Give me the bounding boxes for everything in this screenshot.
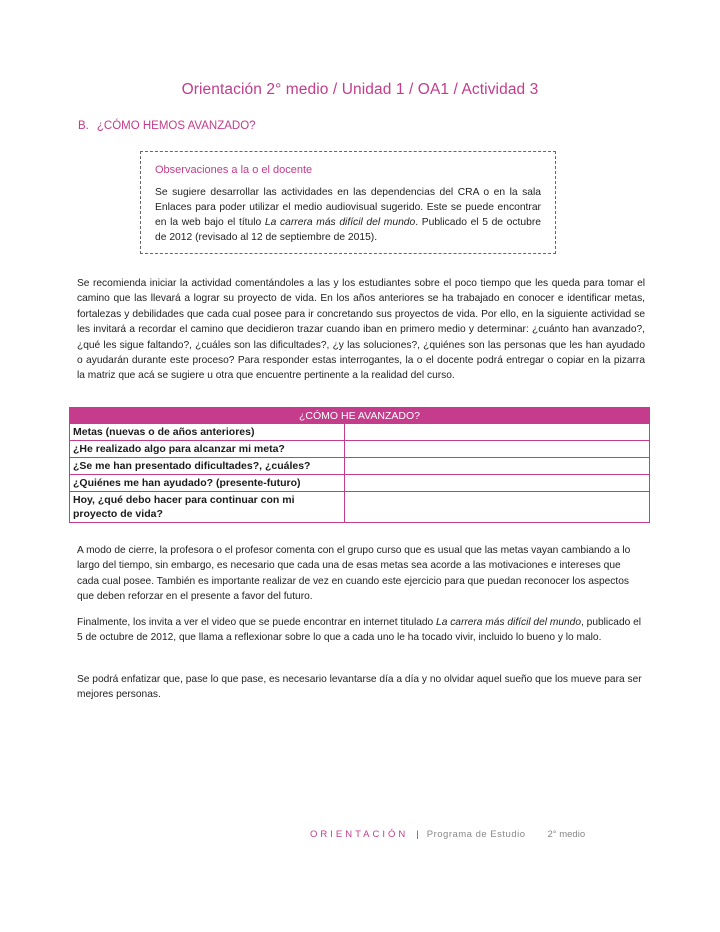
observations-text-start: Se sugiere desarrollar las actividades en las dependencias del CRA o en la sala Enlaces para poder utilizar el medio audiovisual sugerido. Este se puede encontrar en la web bajo el título (155, 187, 541, 228)
table-row (70, 492, 650, 523)
table-row-question: ¿He realizado algo para alcanzar mi meta? (70, 441, 345, 458)
table-row (70, 475, 650, 492)
closing-paragraph-1 (77, 543, 643, 605)
table-header: ¿CÓMO HE AVANZADO? (70, 408, 650, 424)
closing-text-start: Finalmente, los invita a ver el video que se puede encontrar en internet titulado (77, 617, 437, 628)
section-number: B. (78, 120, 89, 132)
table-row-answer (345, 475, 650, 492)
closing-paragraph-3 (77, 672, 643, 703)
table-row-question: ¿Se me han presentado dificultades?, ¿cuáles? (70, 458, 345, 475)
table-row-answer (345, 441, 650, 458)
video-title: La carrera más difícil del mundo (264, 217, 416, 228)
closing-paragraph-2 (77, 615, 643, 646)
page-title: Orientación 2° medio / Unidad 1 / OA1 / Actividad 3 (181, 81, 539, 98)
closing-text: Se podrá enfatizar que, pase lo que pase, es necesario levantarse día a día y no olvidar aquel sueño que los mueve para ser mejores personas. (77, 674, 642, 701)
section-heading (78, 120, 256, 132)
table-header-row (70, 408, 650, 424)
footer-brand: ORIENTACIÓN (310, 829, 409, 840)
footer-program: Programa de Estudio (426, 829, 526, 840)
table-row (70, 458, 650, 475)
observations-text (155, 185, 541, 245)
table-row-answer (345, 492, 650, 523)
progress-table (69, 407, 650, 523)
table-row (70, 441, 650, 458)
page-footer (310, 829, 585, 840)
teacher-observations-box (140, 151, 556, 254)
closing-text-end: , publicado el 5 de octubre de 2012, que llama a reflexionar sobre lo que a cada uno le ha tocado vivir, incluido lo bueno y lo malo. (77, 617, 642, 644)
table-row-question: ¿Quiénes me han ayudado? (presente-futuro) (70, 475, 345, 492)
footer-separator: | (416, 829, 419, 840)
video-title: La carrera más difícil del mundo (436, 617, 581, 628)
table-row-answer (345, 424, 650, 441)
section-title: ¿CÓMO HEMOS AVANZADO? (96, 120, 256, 132)
closing-text: A modo de cierre, la profesora o el profesor comenta con el grupo curso que es usual que las metas vayan cambiando a lo largo del tiempo, sin embargo, es necesario que cada una de esas metas sea acorde a las motivaciones e intereses que cada cual posee. También es importante realizar de vez en cuando este ejercicio para que puedan reconocer los aspectos que deben reforzar en el presente a favor del futuro. (77, 545, 631, 603)
table-row (70, 424, 650, 441)
observations-text-end: . Publicado el 5 de octubre de 2012 (revisado al 12 de septiembre de 2015). (155, 217, 541, 243)
table-row-answer (345, 458, 650, 475)
intro-paragraph: Se recomienda iniciar la actividad comentándoles a las y los estudiantes sobre el poco tiempo que les queda para tomar el camino que las llevará a lograr su proyecto de vida. En los años anteriores se ha trabajado en conocer e identificar metas, fortalezas y debilidades que cada cual posee para ir concretando sus proyectos de vida. Por ello, en la siguiente actividad se les invitará a recordar el camino que decidieron trazar cuando iban en primero medio y determinar: ¿cuánto han avanzado?, ¿qué les sigue faltando?, ¿cuáles son las dificultades?, ¿y las soluciones?, ¿quiénes son las personas que les han ayudado o ayudarán durante este proceso? Para responder estas interrogantes, la o el docente podrá entregar o copiar en la pizarra la matriz que acá se sugiere u otra que encuentre pertinente a la realidad del curso. (77, 278, 645, 382)
table-row-question: Metas (nuevas o de años anteriores) (70, 424, 345, 441)
footer-level: 2° medio (547, 829, 586, 840)
observations-title: Observaciones a la o el docente (155, 164, 313, 176)
closing-text (77, 615, 643, 646)
table-row-question: Hoy, ¿qué debo hacer para continuar con mi proyecto de vida? (70, 492, 345, 523)
